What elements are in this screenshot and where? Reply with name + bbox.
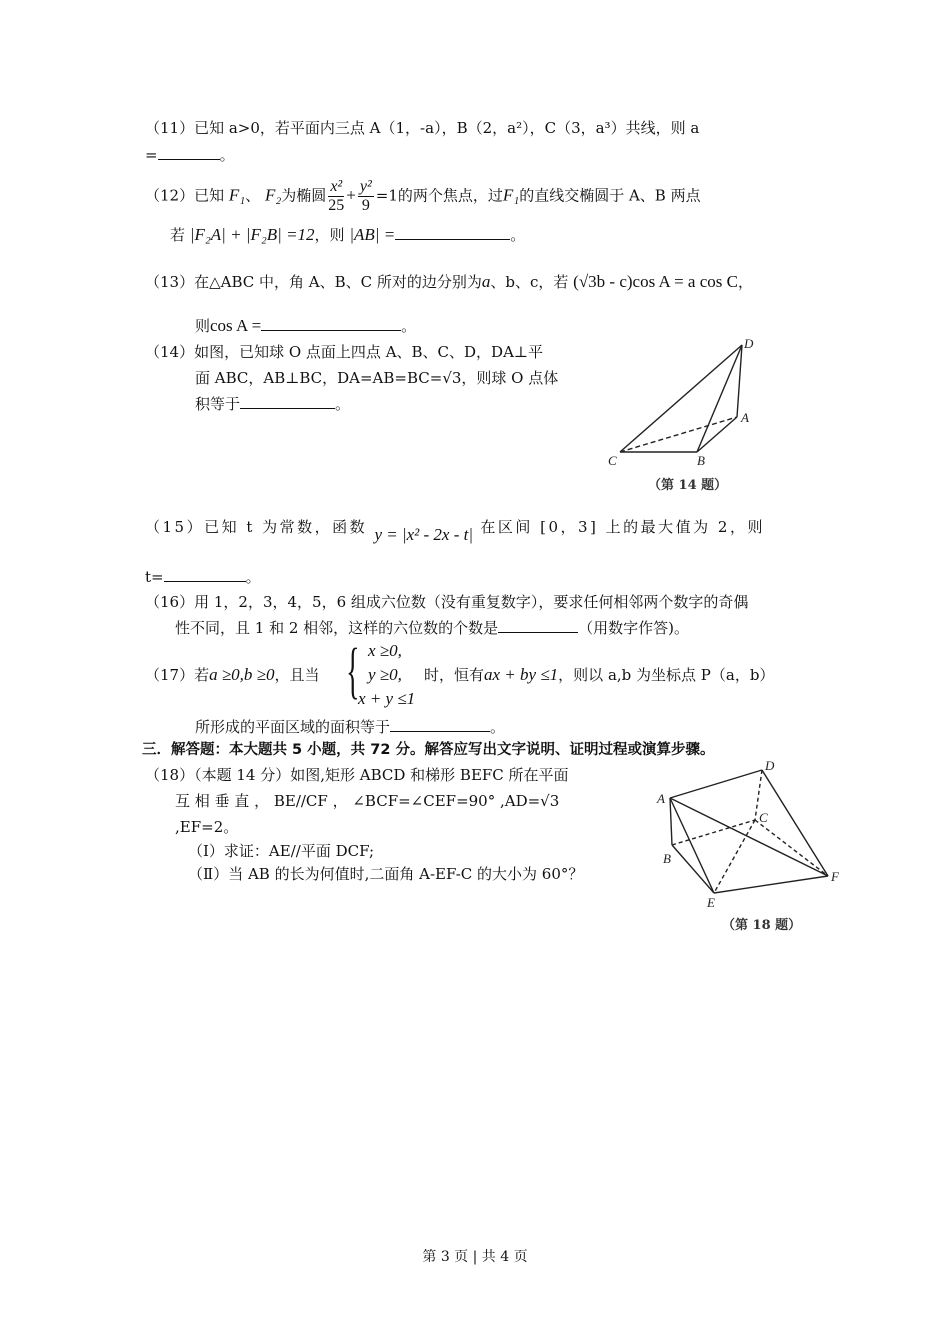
q12-f2: F₂ xyxy=(264,185,282,205)
label-E: E xyxy=(707,895,715,910)
q13-a: a xyxy=(481,272,491,291)
answer-blank xyxy=(158,145,220,160)
frac-num: y² xyxy=(359,178,372,195)
q16-line1: （16）用 1，2，3，4，5，6 组成六位数（没有重复数字），要求任何相邻两个数字的奇偶 xyxy=(145,593,749,611)
question-16-line2 xyxy=(175,618,689,638)
q15-end: 。 xyxy=(245,568,261,586)
q17-end: 。 xyxy=(490,718,506,736)
system-brace: { xyxy=(346,637,360,705)
question-18 xyxy=(145,765,569,785)
q13-cosA: cos A = xyxy=(210,316,262,335)
question-18-line3 xyxy=(175,817,238,837)
q17-tail: ，则以 a,b 为坐标点 P（a，b） xyxy=(558,666,775,684)
fraction-x2-25 xyxy=(328,178,344,215)
q12-plus: + xyxy=(346,185,356,205)
q12-mid: 为椭圆 xyxy=(281,186,327,205)
label-A: A xyxy=(741,410,749,425)
question-15 xyxy=(145,517,765,544)
question-12-line2 xyxy=(170,225,525,245)
question-18-line2 xyxy=(175,791,559,811)
q13-comma: ， xyxy=(737,273,753,291)
q11-end: 。 xyxy=(219,146,235,164)
label-B: B xyxy=(697,453,705,468)
q14-end: 。 xyxy=(335,395,351,413)
q12-condition: |F₂A| + |F₂B| =12 xyxy=(189,225,315,244)
q17-inequality: ax + by ≤1 xyxy=(484,665,559,684)
answer-blank xyxy=(164,567,246,582)
label-A: A xyxy=(657,791,665,806)
q15-text-b: 在区间 [0，3] 上的最大值为 2，则 xyxy=(480,518,765,536)
figure-18-caption: （第 18 题） xyxy=(722,918,802,933)
q18-part1: （Ⅰ）求证：AE//平面 DCF; xyxy=(188,842,375,860)
q17-condition: a ≥0,b ≥0 xyxy=(209,665,275,684)
label-F: F xyxy=(831,869,839,884)
q12-if: 若 xyxy=(170,226,186,244)
question-12 xyxy=(145,178,701,215)
label-D: D xyxy=(765,758,775,773)
system-line-2: y ≥0, xyxy=(368,665,402,684)
page-footer: 第 3 页 | 共 4 页 xyxy=(422,1249,528,1265)
q14-line1: （14）如图，已知球 O 点面上四点 A、B、C、D，DA⊥平 xyxy=(145,343,544,361)
q12-ab: |AB| = xyxy=(349,225,396,244)
q16-end: （用数字作答)。 xyxy=(578,619,690,637)
answer-blank xyxy=(395,225,510,240)
system-line-3: x + y ≤1 xyxy=(358,689,416,708)
q16-line2: 性不同，且 1 和 2 相邻，这样的六位数的个数是 xyxy=(175,619,499,637)
fraction-y2-9 xyxy=(358,178,374,215)
q13-then: 则 xyxy=(195,317,211,335)
q11-text: （11）已知 a>0，若平面内三点 A（1，-a），B（2，a²），C（3，a³）共线，则 a xyxy=(145,119,700,137)
question-14-line2 xyxy=(195,368,558,388)
question-13-line2 xyxy=(195,316,416,336)
q17-prefix: （17）若 xyxy=(145,666,210,684)
q13-equation: (√3b - c)cos A = a cos C xyxy=(573,272,738,291)
q13-end: 。 xyxy=(401,317,417,335)
q12-f1b: F₁ xyxy=(502,185,520,205)
answer-blank xyxy=(261,316,401,331)
q14-line3: 积等于 xyxy=(195,395,241,413)
q17-when: 时，恒有 xyxy=(424,666,485,684)
question-17-line2 xyxy=(195,717,505,737)
answer-blank xyxy=(240,394,335,409)
question-13 xyxy=(145,272,753,292)
label-D: D xyxy=(744,336,754,351)
question-11 xyxy=(145,118,699,138)
q15-text: （15）已知 t 为常数，函数 xyxy=(145,518,368,536)
question-17 xyxy=(145,665,320,685)
q18-line1: （18）（本题 14 分）如图,矩形 ABCD 和梯形 BEFC 所在平面 xyxy=(145,766,569,784)
frac-num: x² xyxy=(330,178,343,195)
q12-prefix: （12）已知 xyxy=(145,186,225,205)
q17-line2: 所形成的平面区域的面积等于 xyxy=(195,718,391,736)
q17-mid: ，且当 xyxy=(274,666,320,684)
question-17-tail xyxy=(424,665,774,685)
q18-part2: （Ⅱ）当 AB 的长为何值时,二面角 A-EF-C 的大小为 60°？ xyxy=(188,865,584,883)
frac-den: 25 xyxy=(328,197,345,214)
q12-sep: 、 xyxy=(245,186,261,205)
q14-line2: 面 ABC，AB⊥BC，DA=AB=BC=√3，则球 O 点体 xyxy=(195,369,559,387)
q13-text-b: 、b、c，若 xyxy=(490,273,569,291)
question-18-part-2 xyxy=(188,864,583,884)
label-C: C xyxy=(759,810,768,825)
figure-18-solid xyxy=(655,755,845,910)
q15-function: y = |x² - 2x - t| xyxy=(374,525,474,544)
answer-blank xyxy=(498,618,578,633)
label-C: C xyxy=(608,453,617,468)
answer-blank xyxy=(390,717,490,732)
q18-line2: 互 相 垂 直 ， BE//CF ， ∠BCF=∠CEF=90° ,AD=√3 xyxy=(175,792,560,810)
q18-line3: ,EF=2。 xyxy=(175,818,239,836)
question-16 xyxy=(145,592,748,612)
section-3-heading: 三．解答题：本大题共 5 小题，共 72 分。解答应写出文字说明、证明过程或演算步骤。 xyxy=(142,742,715,758)
q12-eq: =1的两个焦点，过 xyxy=(375,186,503,205)
question-18-part-1 xyxy=(188,841,374,861)
q15-t: t= xyxy=(145,568,164,586)
label-B: B xyxy=(663,851,671,866)
q13-text: （13）在△ABC 中，角 A、B、C 所对的边分别为 xyxy=(145,273,482,291)
frac-den: 9 xyxy=(361,197,370,214)
question-14 xyxy=(145,342,543,362)
question-11-answer-line xyxy=(145,145,235,165)
figure-14-caption: （第 14 题） xyxy=(648,478,728,493)
question-14-line3 xyxy=(195,394,350,414)
q12-f1: F₁ xyxy=(228,185,246,205)
question-15-line2 xyxy=(145,567,261,587)
system-line-1: x ≥0, xyxy=(368,641,402,660)
q12-tail: 的直线交椭圆于 A、B 两点 xyxy=(519,186,701,205)
q11-equals: = xyxy=(145,146,158,164)
q12-then: ，则 xyxy=(314,226,345,244)
q12-end: 。 xyxy=(510,226,526,244)
